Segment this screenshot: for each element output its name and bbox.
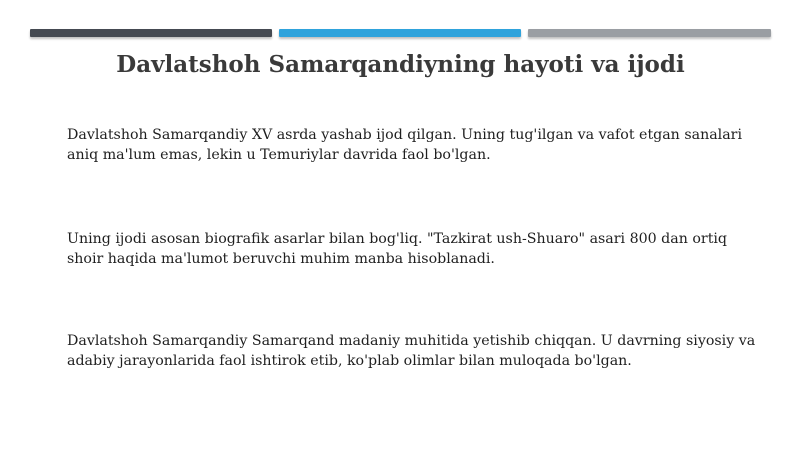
header-bar-blue [279, 29, 521, 37]
paragraph-3: Davlatshoh Samarqandiy Samarqand madaniy muhitida yetishib chiqqan. U davrning siyosiy va adabiy jarayonlarida faol ishtirok etib, ko'plab olimlar bilan muloqada bo'lgan. [67, 333, 756, 369]
slide-title: Davlatshoh Samarqandiyning hayoti va ijodi [116, 51, 685, 78]
header-bar-gray [528, 29, 771, 37]
paragraph-1: Davlatshoh Samarqandiy XV asrda yashab ijod qilgan. Uning tug'ilgan va vafot etgan sanalari aniq ma'lum emas, lekin u Temuriylar davrida faol bo'lgan. [67, 127, 742, 163]
paragraph-2: Uning ijodi asosan biografik asarlar bilan bog'liq. "Tazkirat ush-Shuaro" asari 800 dan ortiq shoir haqida ma'lumot beruvchi muhim manba hisoblanadi. [67, 231, 728, 267]
header-bar-dark [30, 29, 272, 37]
